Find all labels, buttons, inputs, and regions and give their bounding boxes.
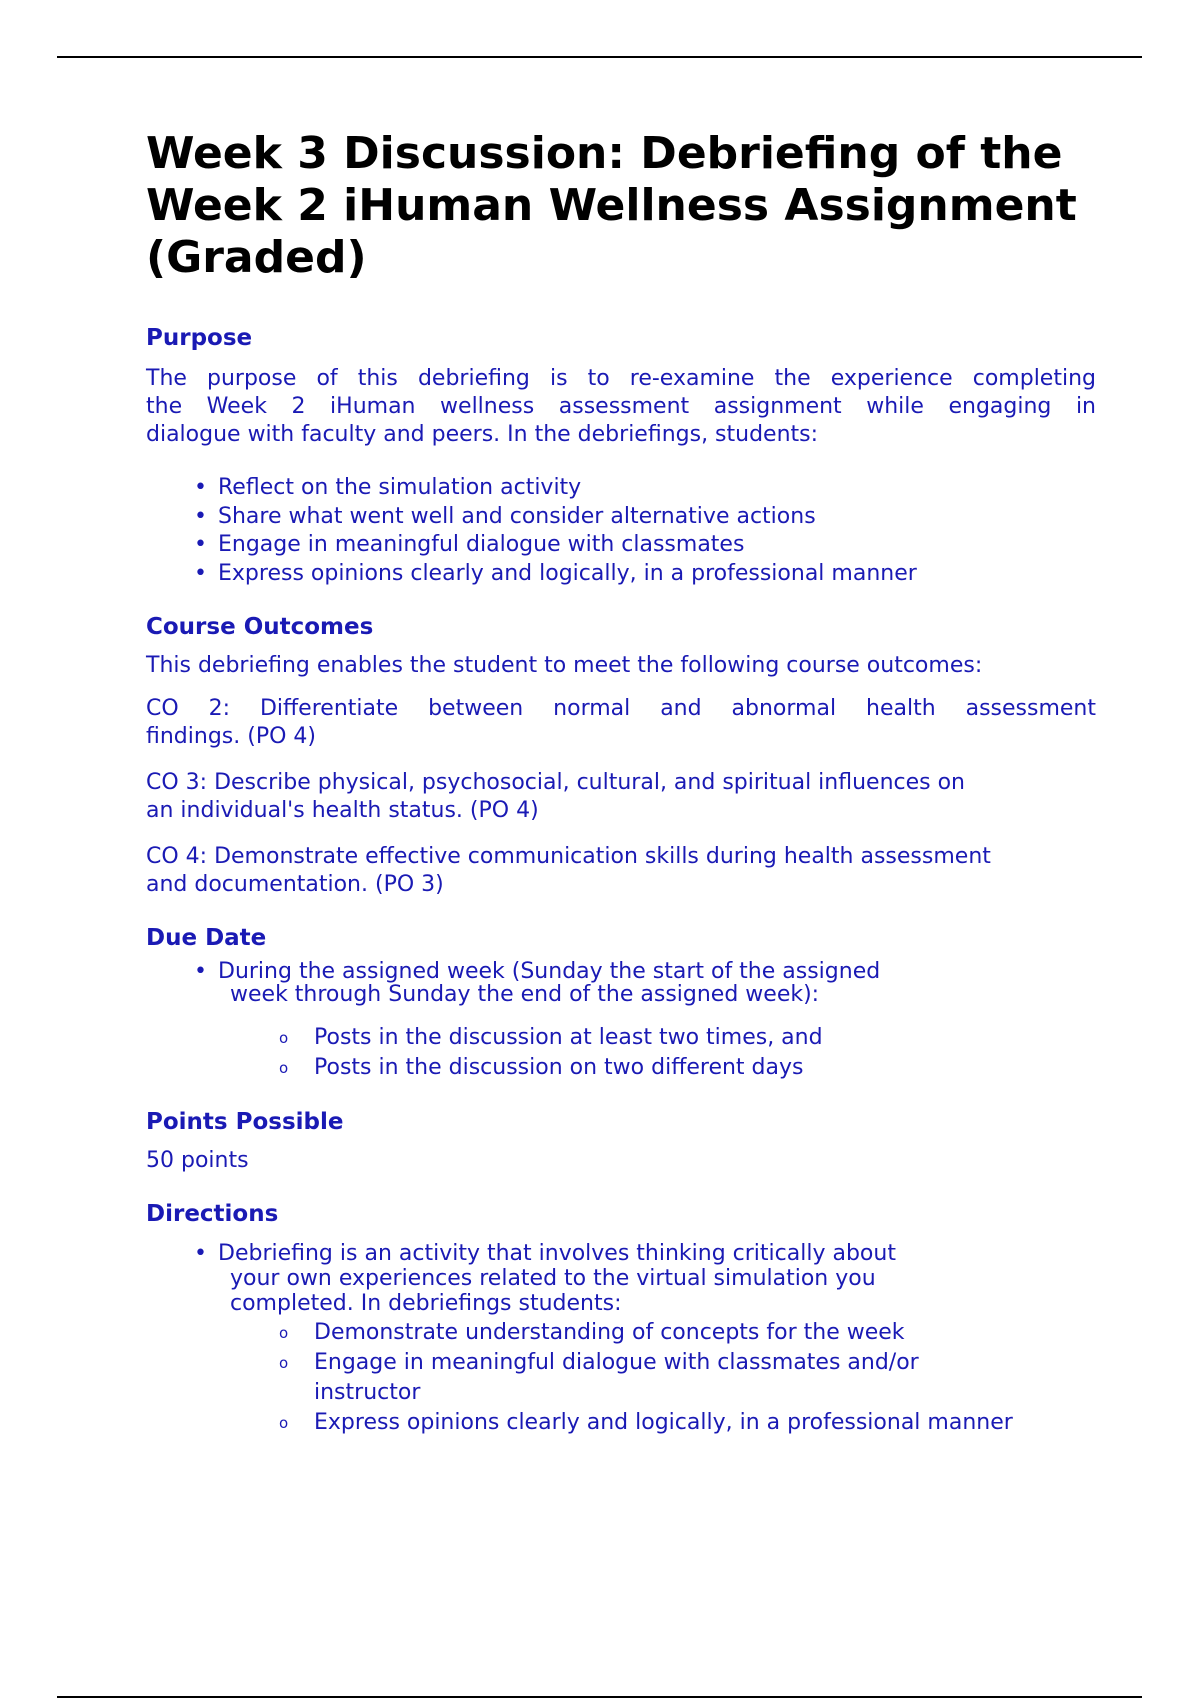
directions-bullet-line-1: Debriefing is an activity that involves thinking critically about xyxy=(218,1241,896,1266)
circle-bullet-icon: o xyxy=(279,1324,289,1342)
list-item: o Express opinions clearly and logically, in a professional manner xyxy=(146,1408,1096,1438)
list-item xyxy=(146,1241,1096,1316)
bullet-icon: • xyxy=(194,560,207,586)
co2-line-2: findings. (PO 4) xyxy=(146,724,316,749)
course-outcome-co2 xyxy=(146,695,1096,751)
co2-line-1: CO 2: Differentiate between normal and abnormal health assessment xyxy=(146,696,1096,721)
co3-line-2: an individual's health status. (PO 4) xyxy=(146,798,539,823)
list-item xyxy=(146,960,1096,1006)
purpose-intro xyxy=(146,365,1096,449)
circle-bullet-icon: o xyxy=(279,1354,289,1372)
bullet-icon: • xyxy=(194,959,207,984)
due-date-sub-list xyxy=(146,1023,1096,1083)
co4-line-2: and documentation. (PO 3) xyxy=(146,872,444,897)
bullet-icon: • xyxy=(194,532,207,557)
directions-sub-item2-line-2: instructor xyxy=(314,1380,421,1405)
circle-bullet-icon: o xyxy=(279,1029,289,1047)
purpose-intro-line-1: The purpose of this debriefing is to re-examine the experience completing xyxy=(146,366,1096,391)
list-item: • Engage in meaningful dialogue with classmates xyxy=(146,531,1096,560)
list-item: o Posts in the discussion at least two times, and xyxy=(146,1023,1096,1053)
title-line-2: Week 2 iHuman Wellness Assignment xyxy=(146,180,1077,231)
purpose-intro-line-2: the Week 2 iHuman wellness assessment assignment while engaging in xyxy=(146,394,1096,419)
co4-line-1: CO 4: Demonstrate effective communication skills during health assessment xyxy=(146,844,991,869)
document-title xyxy=(146,128,1096,284)
list-item: o Demonstrate understanding of concepts for the week xyxy=(146,1318,1096,1348)
bottom-rule xyxy=(57,1696,1142,1698)
due-date-heading: Due Date xyxy=(146,925,267,951)
directions-bullet-line-2: your own experiences related to the virtual simulation you xyxy=(230,1266,876,1291)
course-outcome-co3 xyxy=(146,769,1096,825)
due-date-bullet-line-2: week through Sunday the end of the assigned week): xyxy=(230,982,820,1007)
document-body xyxy=(146,128,1096,1438)
outcomes-intro: This debriefing enables the student to meet the following course outcomes: xyxy=(146,653,983,678)
directions-heading: Directions xyxy=(146,1201,279,1227)
list-item: • Share what went well and consider alternative actions xyxy=(146,503,1096,532)
course-outcome-co4 xyxy=(146,843,1096,899)
list-item: • Express opinions clearly and logically, in a professional manner xyxy=(146,560,1096,589)
bullet-icon: • xyxy=(194,1241,207,1266)
top-rule xyxy=(57,56,1142,58)
bullet-icon: • xyxy=(194,503,207,529)
title-line-3: (Graded) xyxy=(146,232,367,283)
course-outcomes-heading: Course Outcomes xyxy=(146,614,374,640)
purpose-bullet-list xyxy=(146,474,1096,588)
points-value: 50 points xyxy=(146,1148,249,1173)
points-possible-heading: Points Possible xyxy=(146,1109,344,1135)
list-item: o Engage in meaningful dialogue with classmates and/or instructor xyxy=(279,1350,919,1405)
list-item: o Posts in the discussion on two different days xyxy=(146,1053,1096,1083)
co3-line-1: CO 3: Describe physical, psychosocial, cultural, and spiritual influences on xyxy=(146,770,965,795)
bullet-icon: • xyxy=(194,475,207,500)
due-date-bullet-line-1: During the assigned week (Sunday the start of the assigned xyxy=(218,959,881,984)
circle-bullet-icon: o xyxy=(279,1059,289,1077)
directions-bullet-line-3: completed. In debriefings students: xyxy=(230,1291,622,1316)
due-date-bullet-list xyxy=(146,960,1096,1006)
title-line-1: Week 3 Discussion: Debriefing of the xyxy=(146,128,1063,179)
circle-bullet-icon: o xyxy=(279,1414,289,1432)
purpose-heading: Purpose xyxy=(146,325,253,351)
directions-bullet-list xyxy=(146,1241,1096,1316)
directions-sub-list xyxy=(146,1318,1096,1438)
purpose-intro-line-3: dialogue with faculty and peers. In the debriefings, students: xyxy=(146,422,819,447)
list-item: • Reflect on the simulation activity xyxy=(146,474,1096,503)
